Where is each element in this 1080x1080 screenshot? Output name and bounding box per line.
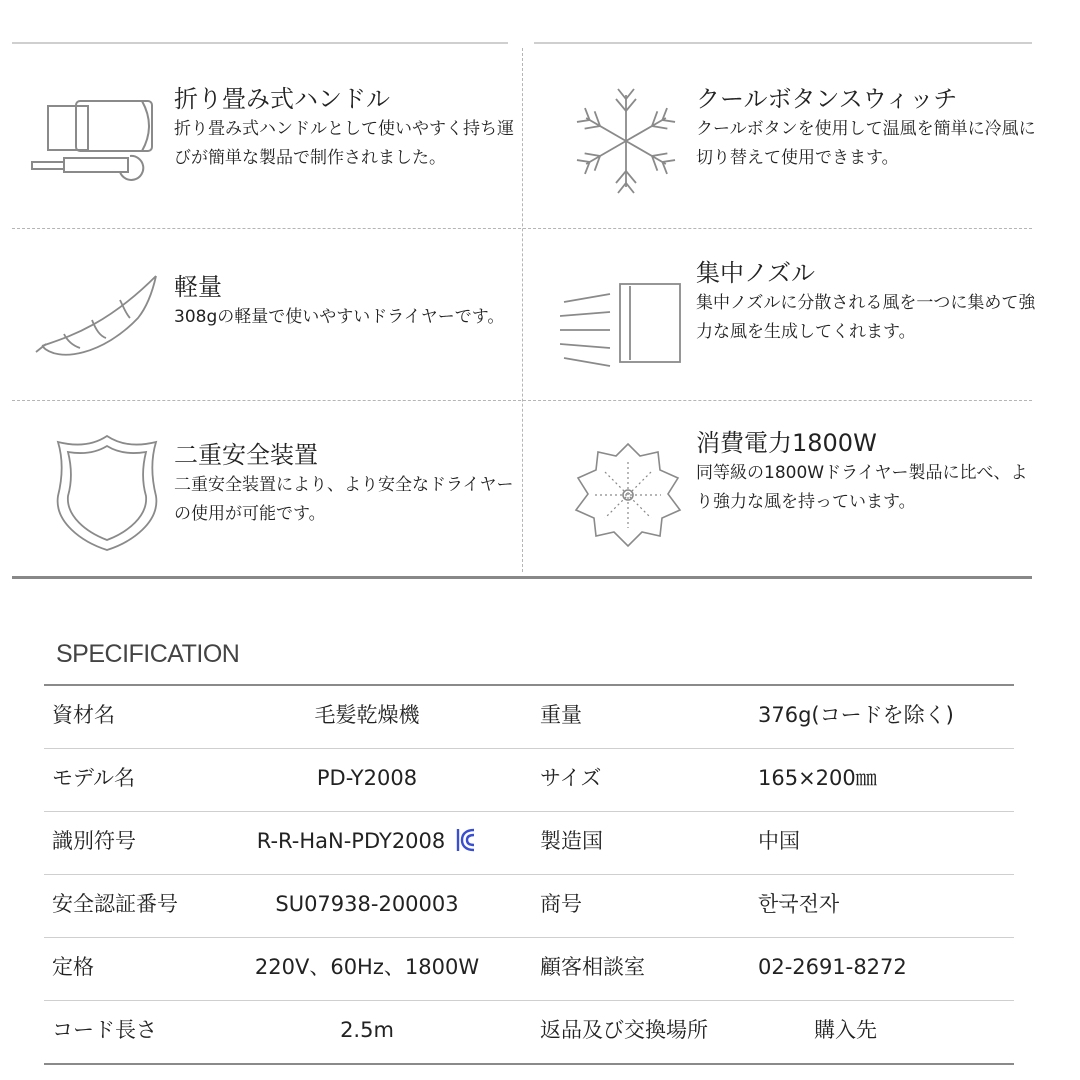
top-rule-right bbox=[534, 42, 1032, 44]
feature-grid bbox=[12, 42, 1036, 580]
spec-label: 製造国 bbox=[540, 829, 603, 853]
spec-value: 165×200㎜ bbox=[758, 766, 877, 790]
feature-lightweight bbox=[30, 272, 520, 392]
feature-cool-switch bbox=[560, 84, 1036, 224]
feature-icon bbox=[34, 268, 164, 378]
spec-label: 商号 bbox=[540, 892, 582, 916]
spec-row bbox=[44, 812, 1014, 875]
spec-title: SPECIFICATION bbox=[56, 640, 240, 668]
spec-label: 返品及び交換場所 bbox=[540, 1018, 708, 1042]
nozzle-icon bbox=[560, 272, 690, 382]
spec-label: 資材名 bbox=[52, 703, 115, 727]
spec-row bbox=[44, 686, 1014, 749]
feature-title: 軽量 bbox=[174, 273, 222, 301]
spec-value: PD-Y2008 bbox=[316, 766, 418, 790]
spec-row bbox=[44, 749, 1014, 812]
spec-value: 376g(コードを除く) bbox=[758, 703, 954, 727]
row-divider-1 bbox=[12, 228, 1032, 229]
feature-description: 308gの軽量で使いやすいドライヤーです。 bbox=[174, 307, 505, 327]
feature-power bbox=[560, 428, 1030, 568]
spec-label: 定格 bbox=[52, 955, 94, 979]
spec-value: 購入先 bbox=[814, 1018, 877, 1042]
feature-title: 二重安全装置 bbox=[174, 441, 318, 469]
feature-title: 集中ノズル bbox=[696, 259, 816, 287]
spec-label: 安全認証番号 bbox=[52, 892, 178, 916]
power-burst-icon bbox=[568, 440, 688, 550]
row-divider-2 bbox=[12, 400, 1032, 401]
column-divider bbox=[522, 48, 523, 572]
kc-mark-icon bbox=[455, 827, 477, 853]
feature-double-safety bbox=[30, 440, 520, 570]
spec-value: 2.5m bbox=[340, 1018, 394, 1042]
spec-label: 識別符号 bbox=[52, 829, 136, 853]
feature-title: 消費電力1800W bbox=[696, 429, 877, 457]
feature-title: クールボタンスウィッチ bbox=[696, 85, 958, 113]
spec-row bbox=[44, 938, 1014, 1001]
spec-value: R-R-HaN-PDY2008 bbox=[256, 829, 446, 853]
feature-description: 集中ノズルに分散される風を一つに集めて強力な風を生成してくれます。 bbox=[696, 293, 1036, 342]
feature-folding-handle bbox=[30, 84, 520, 224]
top-rule-left bbox=[12, 42, 508, 44]
feature-description: 折り畳み式ハンドルとして使いやすく持ち運びが簡単な製品で制作されました。 bbox=[174, 119, 514, 168]
spec-label: サイズ bbox=[540, 766, 602, 790]
spec-value: 한국전자 bbox=[758, 892, 840, 916]
feature-title: 折り畳み式ハンドル bbox=[174, 85, 390, 113]
feature-bottom-rule bbox=[12, 576, 1032, 579]
feature-nozzle bbox=[560, 258, 1036, 398]
spec-value: 中国 bbox=[758, 829, 800, 853]
shield-icon bbox=[52, 432, 162, 554]
spec-label: 顧客相談室 bbox=[540, 955, 645, 979]
spec-label: モデル名 bbox=[52, 766, 135, 790]
feature-description: クールボタンを使用して温風を簡単に冷風に切り替えて使用できます。 bbox=[696, 119, 1036, 168]
spec-value: 毛髪乾燥機 bbox=[314, 703, 420, 727]
spec-row bbox=[44, 1001, 1014, 1065]
feature-description: 二重安全装置により、より安全なドライヤーの使用が可能です。 bbox=[174, 475, 514, 524]
spec-value: SU07938-200003 bbox=[275, 892, 459, 916]
snowflake-icon bbox=[566, 86, 686, 196]
spec-value-with-kc bbox=[212, 812, 522, 870]
spec-table bbox=[44, 684, 1014, 1065]
spec-label: コード長さ bbox=[52, 1018, 157, 1042]
spec-value: 02-2691-8272 bbox=[758, 955, 907, 979]
folding-handle-icon bbox=[30, 90, 160, 200]
spec-value: 220V、60Hz、1800W bbox=[254, 955, 480, 979]
spec-row bbox=[44, 875, 1014, 938]
spec-label: 重量 bbox=[540, 703, 582, 727]
feature-description: 同等級の1800Wドライヤー製品に比べ、より強力な風を持っています。 bbox=[696, 463, 1028, 512]
